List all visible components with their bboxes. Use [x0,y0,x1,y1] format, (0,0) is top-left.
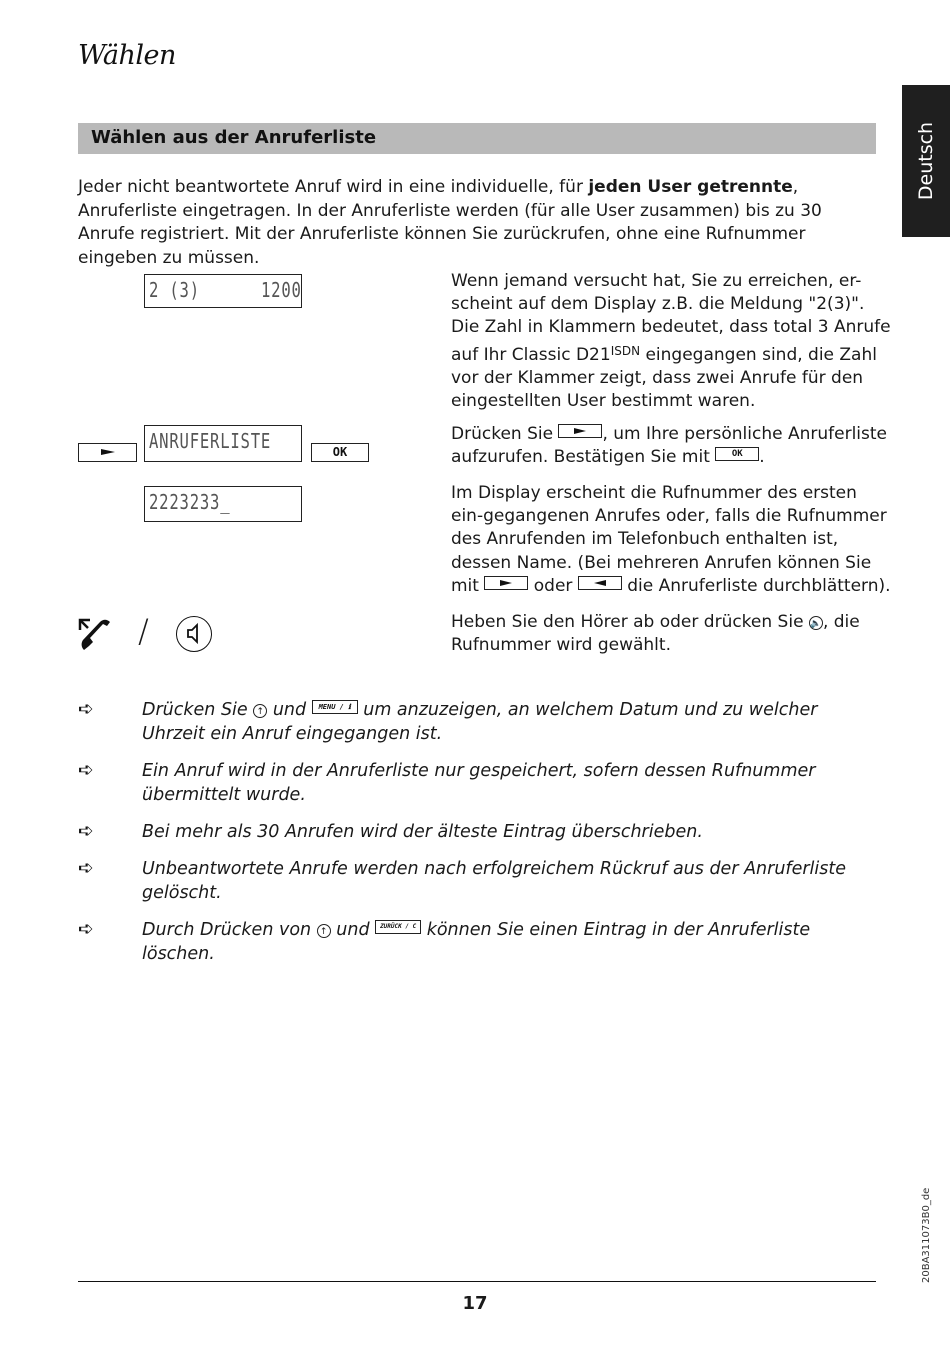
display-number [144,486,302,522]
inline-ok-label: OK [731,449,743,460]
inline-up-arrow-icon: ↑ [317,924,331,938]
display-anruferliste [144,425,302,462]
inline-left-arrow-icon [594,580,606,586]
step-4-text [451,611,891,657]
note-2-arrow-icon: ➪ [78,759,94,781]
step-4-text-b: , die Rufnummer wird gewählt. [451,612,860,656]
step-3-text-a: Im Display erscheint die Rufnummer des ersten ein-gegangenen Anrufes oder, falls die Rufnummer des Anrufenden im Telefonbuch enthalten ist, dessen Name. (Bei mehreren Anrufen können Sie mit [451,483,887,596]
display-time: 1200 [261,278,302,302]
note-5-text-a: Durch Drücken von [142,920,317,940]
step-3-text-c: die Anruferliste durchblättern). [621,575,891,596]
language-tab [902,85,950,237]
display-anruferliste-text: ANRUFERLISTE [149,429,272,453]
note-3: Bei mehr als 30 Anrufen wird der älteste Eintrag überschrieben. [142,822,703,842]
inline-right-arrow-icon [500,580,512,586]
inline-ok-key [715,447,759,461]
inline-up-arrow-icon: ↑ [253,704,267,718]
ok-key-label: OK [332,445,348,459]
note-1-text-b: und [267,700,312,720]
inline-right-arrow-icon [574,428,586,434]
inline-right-arrow-key [558,424,602,438]
note-5 [142,919,882,966]
note-2: Ein Anruf wird in der Anruferliste nur gespeichert, sofern dessen Rufnummer übermittelt wurde. [142,761,816,805]
footer-divider [78,1281,876,1282]
step-3-text-b: oder [528,575,578,596]
inline-menu-label: MENU / ℹ [318,703,351,711]
note-5-text-c: können Sie einen Eintrag in der Anruferliste löschen. [142,920,811,964]
ok-key[interactable] [311,443,369,462]
language-tab-label: Deutsch [915,121,937,201]
separator-slash: / [138,612,149,650]
step-2-text-a: Drücken Sie [451,424,559,444]
intro-paragraph [78,176,883,270]
isdn-superscript: ISDN [610,343,641,358]
display-number-text: 2223233_ [149,490,231,514]
note-3-arrow-icon: ➪ [78,820,94,842]
step-2-text-c: . [759,447,765,468]
note-5-text-b: und [330,920,376,940]
intro-text-2: , Anruferliste eingetragen. In der Anruferliste werden (für alle User zusammen) bis zu 30 Anrufe registriert. Mit der Anruferliste können Sie zurückrufen, ohne eine Rufnummer eingeben zu müssen. [78,177,822,268]
step-1-text-b: eingegangen sind, die Zahl vor der Klammer zeigt, dass zwei Anrufe für den eingestellten User bestimmt waren. [451,344,877,412]
note-1-text-a: Drücken Sie [142,700,254,720]
step-1-text [451,270,891,413]
page-number: 17 [462,1293,488,1314]
section-title: Wählen aus der Anruferliste [91,127,377,148]
inline-right-arrow-key [484,576,528,590]
inline-speaker-icon: 🔈 [809,616,823,630]
step-1-text-a: Wenn jemand versucht hat, Sie zu erreichen, er-scheint auf dem Display z.B. die Meldung "2(3)". Die Zahl in Klammern bedeutet, dass total 3 Anrufe auf Ihr Classic D21 [451,271,891,365]
note-1 [142,699,882,746]
step-2-text [451,423,891,469]
right-arrow-key[interactable] [78,443,137,462]
note-1-arrow-icon: ➪ [78,698,94,720]
step-4-text-a: Heben Sie den Hörer ab oder drücken Sie [451,612,809,632]
note-4: Unbeantwortete Anrufe werden nach erfolgreichem Rückruf aus der Anruferliste gelöscht. [142,859,847,903]
right-arrow-icon [101,449,115,455]
handset-icon [78,616,114,652]
speaker-key[interactable] [176,616,212,652]
inline-left-arrow-key [578,576,622,590]
intro-bold: jeden User getrennte [588,177,793,197]
note-1-text-c: um anzuzeigen, an welchem Datum und zu welcher Uhrzeit ein Anruf eingegangen ist. [142,700,818,744]
section-heading-bar [78,123,876,154]
inline-menu-key [312,700,358,714]
step-3-text [451,482,891,598]
note-4-arrow-icon: ➪ [78,857,94,879]
step-2-text-b: , um Ihre persönliche Anruferliste aufzurufen. Bestätigen Sie mit [451,424,888,468]
speaker-icon [177,617,210,650]
inline-zurueck-label: ZURÜCK / C [380,923,417,930]
inline-zurueck-key [375,920,421,934]
display-call-count-left: 2 (3) [149,278,200,302]
note-5-arrow-icon: ➪ [78,918,94,940]
intro-text-1: Jeder nicht beantwortete Anruf wird in eine individuelle, für [78,177,589,197]
display-call-count [144,274,302,308]
document-code: 20BA311073B0_de [921,1187,932,1283]
page-title: Wählen [78,40,176,71]
